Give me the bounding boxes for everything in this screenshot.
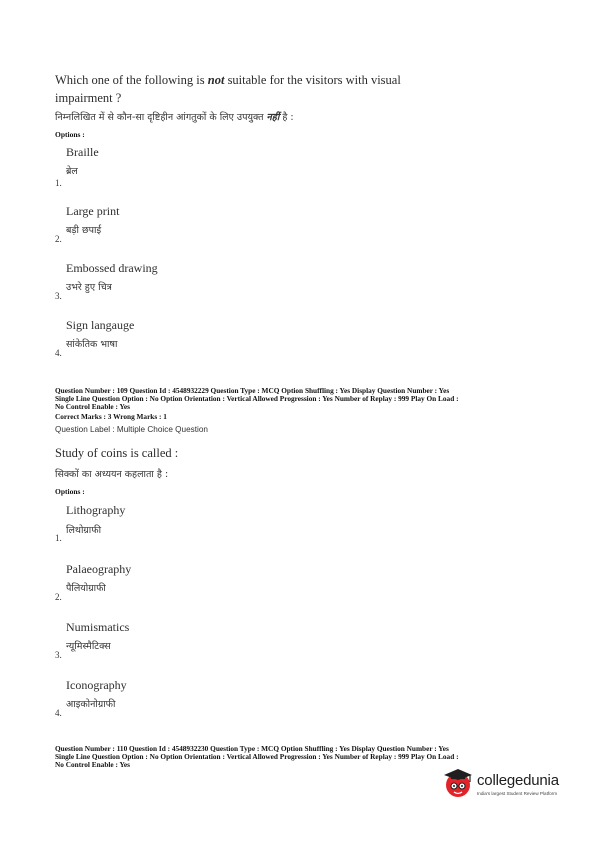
option-4-text-hi: सांकेतिक भाषा: [66, 339, 118, 350]
option-3-text-en: Numismatics: [66, 620, 130, 634]
question-2-text-hi: सिक्कों का अध्ययन कहलाता है :: [55, 469, 169, 480]
option-4-text-en: Iconography: [66, 678, 127, 692]
question-109-meta-line1: Question Number : 109 Question Id : 4548932229 Question Type : MCQ Option Shuffling : Yes Display Question Number : Yes: [55, 386, 450, 395]
option-1-text-hi: ब्रेल: [66, 166, 78, 177]
option-1-text-en: Lithography: [66, 503, 126, 517]
option-4-text-en: Sign langauge: [66, 318, 135, 332]
option-2-text-hi: पैलियोग्राफी: [66, 583, 106, 594]
question-1-text-en: Which one of the following is not suitable for the visitors with visual: [55, 73, 401, 87]
question-110-meta-line1: Question Number : 110 Question Id : 4548932230 Question Type : MCQ Option Shuffling : Yes Display Question Number : Yes: [55, 744, 449, 753]
question-109-meta-line3: No Control Enable : Yes: [55, 402, 130, 411]
option-1-text-en: Braille: [66, 145, 99, 159]
graduate-mascot-icon: [441, 766, 475, 800]
question-1-text-hi: निम्नलिखित में से कौन-सा दृष्टिहीन आंगतुकों के लिए उपयुक्त नहीं है :: [55, 112, 294, 123]
question-109-marks: Correct Marks : 3 Wrong Marks : 1: [55, 412, 167, 421]
option-4-text-hi: आइकोनोग्राफी: [66, 699, 116, 710]
option-2-text-en: Palaeography: [66, 562, 132, 576]
question-109-meta-line2: Single Line Question Option : No Option Orientation : Vertical Allowed Progression : Yes Number of Replay : 999 Play On Load :: [55, 394, 459, 403]
option-3-number: 3.: [55, 650, 62, 660]
option-1-number: 1.: [55, 533, 62, 543]
question-110-meta-line2: Single Line Question Option : No Option Orientation : Vertical Allowed Progression : Yes Number of Replay : 999 Play On Load :: [55, 752, 459, 761]
option-2-text-hi: बड़ी छपाई: [66, 225, 102, 236]
option-1-number: 1.: [55, 178, 62, 188]
option-2-number: 2.: [55, 234, 62, 244]
option-4-number: 4.: [55, 348, 62, 358]
question-1-text-en-line2: impairment ?: [55, 91, 122, 105]
option-3-text-hi: उभरे हुए चित्र: [66, 282, 112, 293]
option-2-text-en: Large print: [66, 204, 120, 218]
option-1-text-hi: लिथोग्राफी: [66, 525, 102, 536]
option-3-text-en: Embossed drawing: [66, 261, 158, 275]
collegedunia-logo: [441, 764, 591, 808]
options-label: Options :: [55, 487, 85, 496]
question-109-label: Question Label : Multiple Choice Question: [55, 425, 208, 434]
options-label: Options :: [55, 130, 85, 139]
option-4-number: 4.: [55, 708, 62, 718]
option-3-text-hi: न्यूमिस्मैटिक्स: [66, 641, 111, 652]
question-110-meta-line3: No Control Enable : Yes: [55, 760, 130, 769]
option-2-number: 2.: [55, 592, 62, 602]
logo-tagline: India's largest Student Review Platform: [477, 791, 558, 796]
option-3-number: 3.: [55, 291, 62, 301]
logo-name: collegedunia: [477, 772, 559, 789]
question-2-text-en: Study of coins is called :: [55, 446, 179, 460]
